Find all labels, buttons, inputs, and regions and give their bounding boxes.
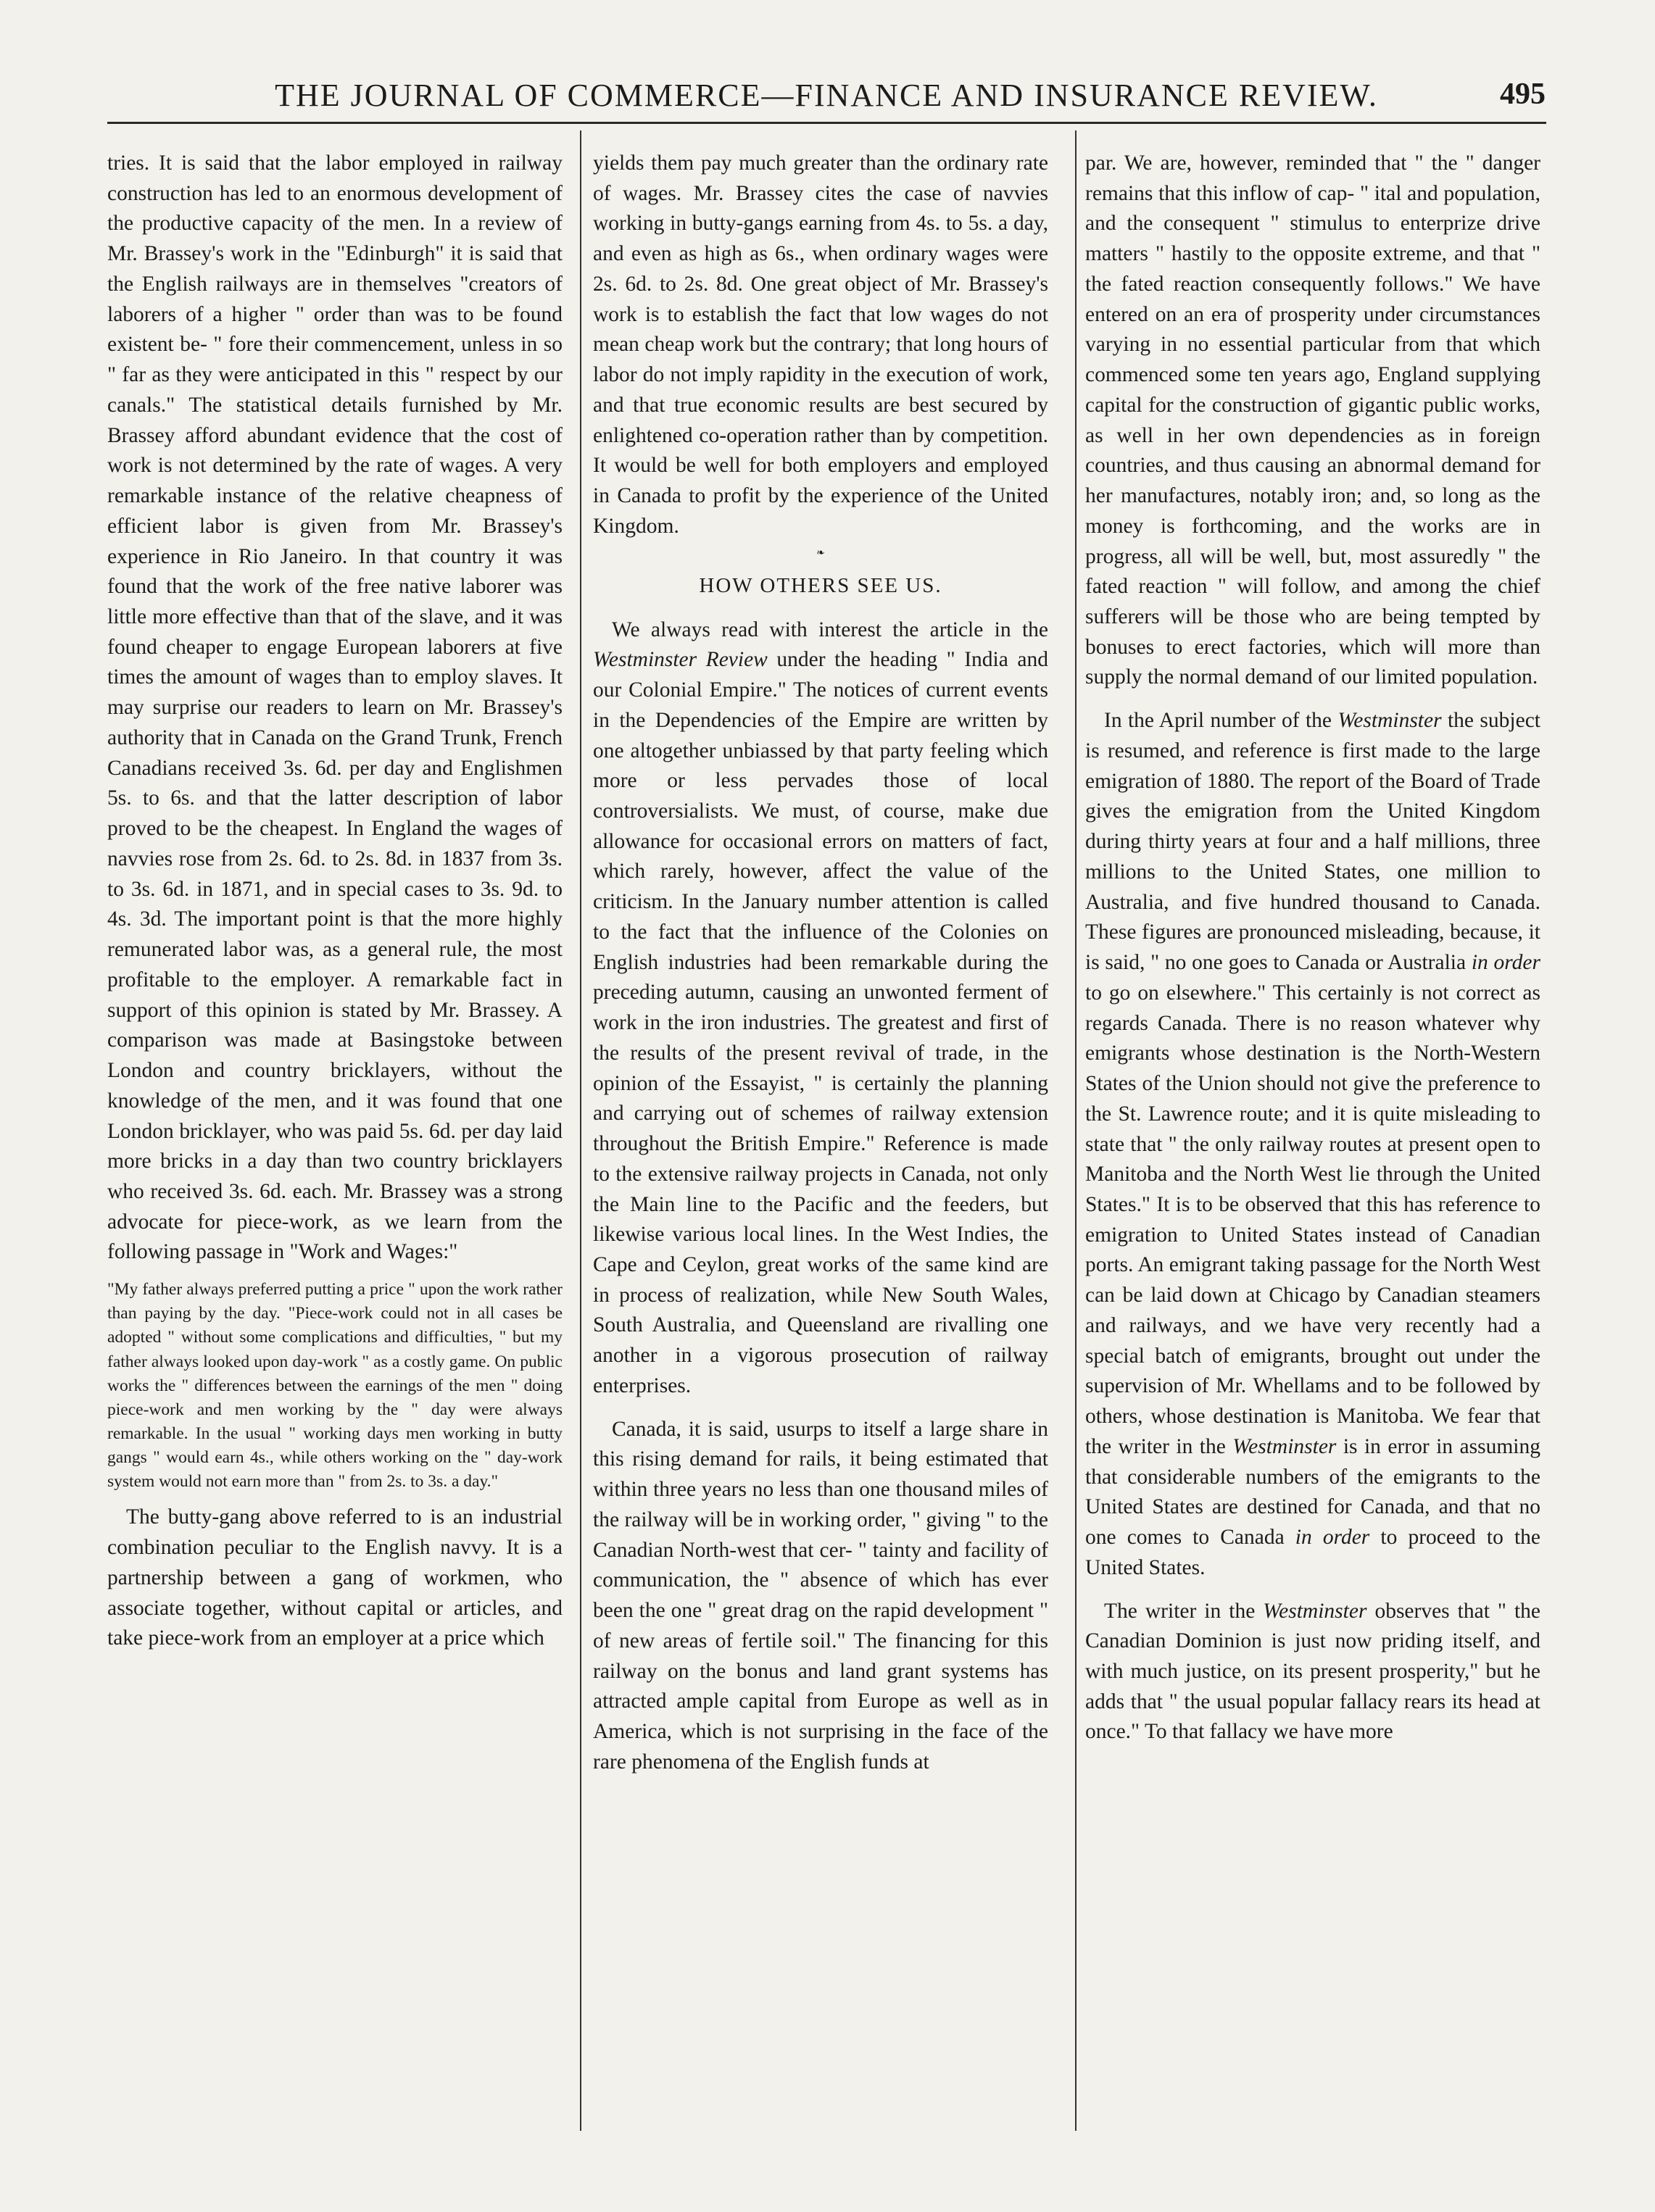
column-divider-left [580, 130, 581, 2131]
col3-p2-text-c: to go on elsewhere." This certainly is not correct as regards Canada. There is no reason whatever why emigrants whose destination is the North-Western States of the Union should not give the preference to the St. Lawrence route; and it is quite misleading to state that " the only railway routes at present open to Manitoba and the North West lie through the United States." It is to be observed that this has reference to emigration to United States instead of Canadian ports. An emigrant taking passage for the North West can be laid down at Chicago by Canadian steamers and railways, and we have very recently had a special batch of emigrants, brought out under the supervision of Mr. Whellams and to be followed by others, whose destination is Manitoba. We fear that the writer in the [1085, 981, 1540, 1458]
col2-p2-text-b: under the heading " India and our Colonial Empire." The notices of current events in the Dependencies of the Empire are written by one altogether unbiassed by that party feeling which more or less pervades those of local controversialists. We must, of course, make due allowance for occasional errors on matters of fact, which rarely, however, affect the value of the criticism. In the January number attention is called to the fact that the influence of the Colonies on English industries had been remarkable during the preceding autumn, causing an unwonted ferment of work in the iron industries. The greatest and first of the results of the present revival of trade, in the opinion of the Essayist, " is certainly the planning and carrying out of schemes of railway extension throughout the British Empire." Reference is made to the extensive railway projects in Canada, not only the Main line to the Pacific and the feeders, but likewise various local lines. In the West Indies, the Cape and Ceylon, great works of the same kind are in process of realization, while New South Wales, South Australia, and Queensland are rivalling one another in a vigorous prosecution of railway enterprises. [593, 648, 1048, 1397]
publication-title: Westminster [1232, 1434, 1337, 1458]
emphasis: in order [1471, 951, 1541, 975]
column-3 [1085, 149, 1540, 1747]
col3-p2-text-d: is in error in assuming that considerable numbers of the emigrants to the United States are destined for Canada, and that no one comes to Canada [1085, 1434, 1540, 1550]
col3-paragraph-3 [1085, 1597, 1540, 1748]
col3-p2-text-b: the subject is resumed, and reference is first made to the large emigration of 1880. The report of the Board of Trade gives the emigration from the United Kingdom during thirty years at four and a half millions, three millions to the United States, one million to Australia, and five hundred thousand to Canada. These figures are pronounced misleading, because, it is said, " no one goes to Canada or Australia [1085, 709, 1540, 975]
col3-paragraph-2 [1085, 706, 1540, 1583]
column-2 [593, 149, 1048, 1777]
col2-paragraph-3: Canada, it is said, usurps to itself a large share in this rising demand for rails, it being estimated that within three years no less than one thousand miles of the railway will be in working order, " giving " to the Canadian North-west that cer- " tainty and facility of communication, the " absence of which has ever been the one " great drag on the rapid development " of new areas of fertile soil." The financing for this railway on the bonus and land grant systems has attracted ample capital from Europe as well as in America, which is not surprising in the face of the rare phenomena of the English funds at [593, 1417, 1048, 1774]
publication-title: Westminster [1337, 709, 1442, 733]
section-ornament: ❧ [816, 547, 825, 559]
col2-p2-text-a: We always read with interest the article in the [612, 618, 1048, 641]
column-divider-right [1075, 130, 1077, 2131]
publication-title: Westminster [1263, 1599, 1367, 1623]
col1-quotation [107, 1278, 563, 1494]
emphasis: in order [1295, 1526, 1370, 1550]
col3-p2-text-e: to proceed to the United States. [1085, 1526, 1540, 1579]
page-number: 495 [1500, 78, 1546, 111]
running-title: THE JOURNAL OF COMMERCE—FINANCE AND INSURANCE REVIEW. [275, 78, 1378, 113]
col3-p3-text-b: observes that " the Canadian Dominion is just now priding itself, and with much justice, on its present prosperity," but he adds that " the usual popular fallacy rears its head at once." To that fallacy we have more [1085, 1599, 1540, 1744]
section-heading: HOW OTHERS SEE US. [699, 573, 942, 597]
col2-paragraph-1: yields them pay much greater than the ordinary rate of wages. Mr. Brassey cites the case of navvies working in butty-gangs earning from 4s. to 5s. a day, and even as high as 6s., when ordinary wages were 2s. 6d. to 2s. 8d. One great object of Mr. Brassey's work is to establish the fact that low wages do not mean cheap work but the contrary; that long hours of labor do not imply rapidity in the execution of work, and that true economic results are best secured by enlightened co-operation rather than by competition. It would be well for both employers and employed in Canada to profit by the experience of the United Kingdom. [593, 151, 1048, 538]
page-header [101, 72, 1551, 116]
col1-quote-text: "My father always preferred putting a price " upon the work rather than paying by the day. "Piece-work could not in all cases be adopted " without some complications and difficulties, " but my father always looked upon day-work " as a costly game. On public works the " differences between the earnings of the men " doing piece-work and men working by the " day were always remarkable. In the usual " working days men working in butty gangs " would earn 4s., while others working on the " day-work system would not earn more than " from 2s. to 3s. a day." [107, 1280, 563, 1492]
col3-p3-text-a: The writer in the [1104, 1599, 1264, 1623]
col3-paragraph-1: par. We are, however, reminded that " the " danger remains that this inflow of cap- " ital and population, and the consequent " stimulus to enterprize drive matters " hastily to the opposite extreme, and that " the fated reaction consequently follows." We have entered on an era of prosperity under circumstances varying in no essential particular from that which commenced some ten years ago, England supplying capital for the construction of gigantic public works, as well in her own dependencies as in foreign countries, and thus causing an abnormal demand for her manufactures, notably iron; and, so long as the money is forthcoming, and the works are in progress, all will be well, but, most assuredly " the fated reaction " will follow, and among the chief sufferers will be those who are being tempted by bonuses to erect factories, which will more than supply the normal demand of our limited population. [1085, 151, 1540, 689]
col1-paragraph-2: The butty-gang above referred to is an industrial combination peculiar to the English navvy. It is a partnership between a gang of workmen, who associate together, without capital or articles, and take piece-work from an employer at a price which [107, 1505, 563, 1650]
column-1 [107, 149, 563, 1654]
col1-paragraph-1: tries. It is said that the labor employed in railway construction has led to an enormous development of the productive capacity of the men. In a review of Mr. Brassey's work in the "Edinburgh" it is said that the English railways are in themselves "creators of laborers of a higher " order than was to be found existent be- " fore their commencement, unless in so " far as they were anticipated in this " respect by our canals." The statistical details furnished by Mr. Brassey afford abundant evidence that the cost of work is not determined by the rate of wages. A very remarkable instance of the relative cheapness of efficient labor is given from Mr. Brassey's experience in Rio Janeiro. In that country it was found that the work of the free native laborer was little more effective than that of the slave, and it was found cheaper to engage European laborers at five times the amount of wages than to employ slaves. It may surprise our readers to learn on Mr. Brassey's authority that in Canada on the Grand Trunk, French Canadians received 3s. 6d. per day and Englishmen 5s. to 6s. and that the latter description of labor proved to be the cheapest. In England the wages of navvies rose from 2s. 6d. to 2s. 8d. in 1837 from 3s. to 3s. 6d. in 1871, and in special cases to 3s. 9d. to 4s. 3d. The important point is that the more highly remunerated labor was, as a general rule, the most profitable to the employer. A remarkable fact in support of this opinion is stated by Mr. Brassey. A comparison was made at Basingstoke between London and country bricklayers, without the knowledge of the men, and it was found that one London bricklayer, who was paid 5s. 6d. per day laid more bricks in a day than two country bricklayers who received 3s. 6d. each. Mr. Brassey was a strong advocate for piece-work, as we learn from the following passage in "Work and Wages:" [107, 151, 563, 1264]
publication-title: Westminster Review [593, 648, 768, 672]
col2-paragraph-2 [593, 615, 1048, 1402]
header-rule [107, 122, 1546, 124]
col3-p2-text-a: In the April number of the [1104, 709, 1338, 733]
